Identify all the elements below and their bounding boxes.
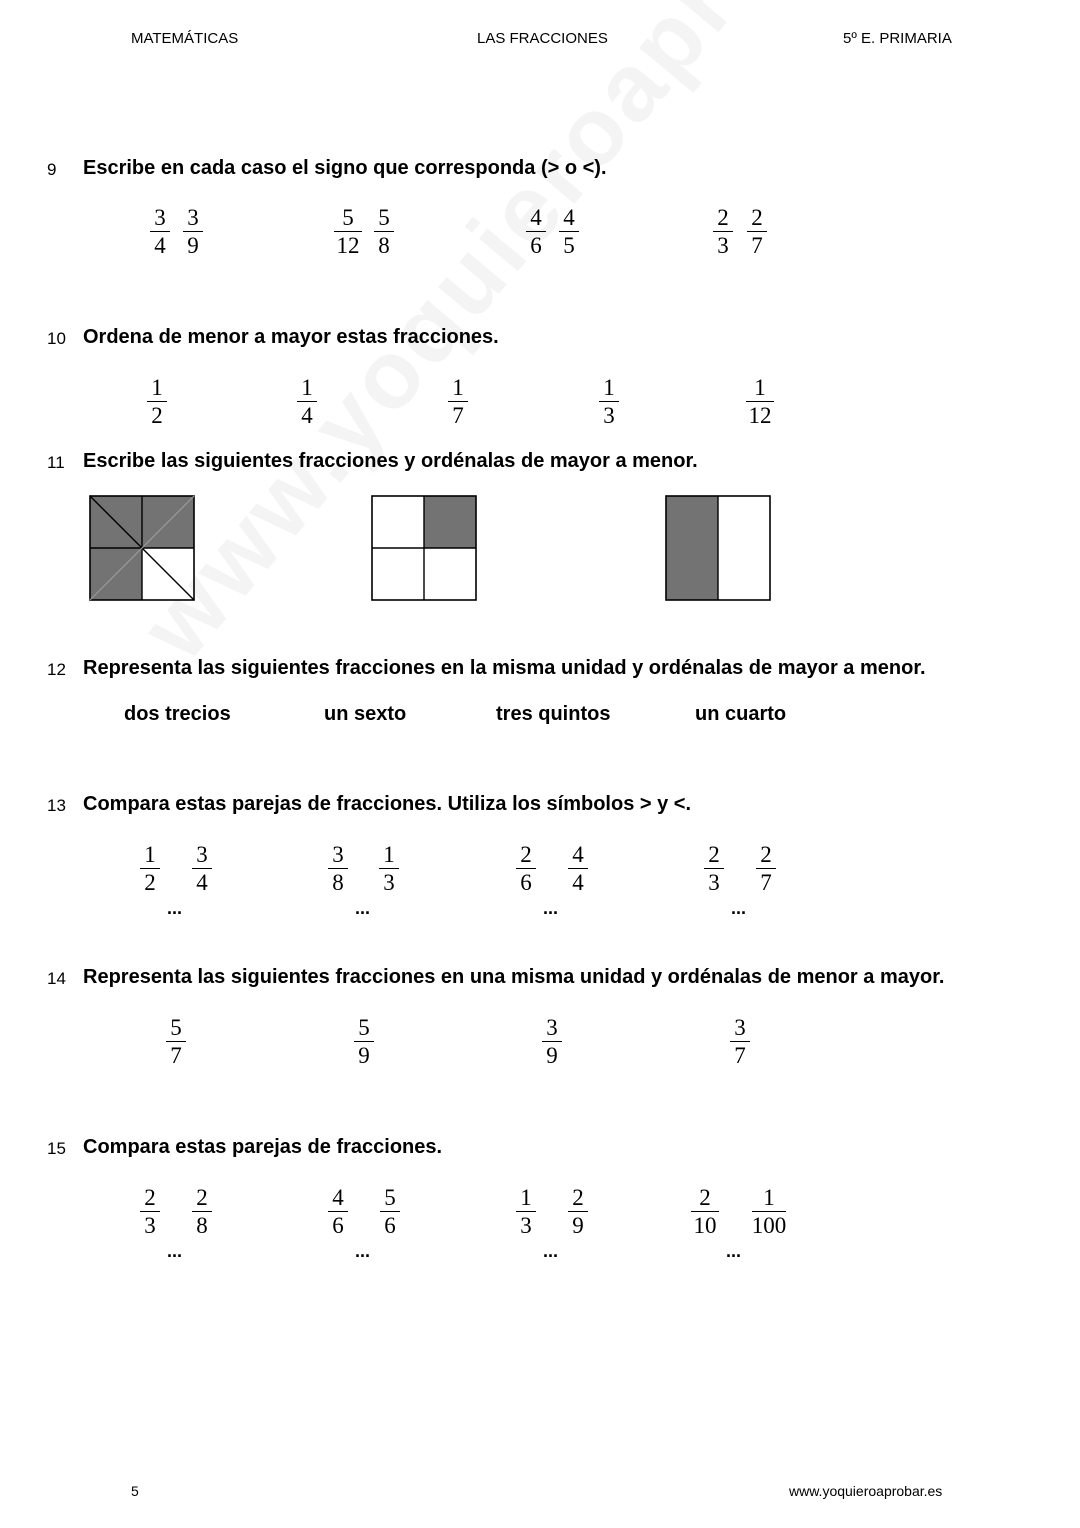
q14-text: Representa las siguientes fracciones en una misma unidad y ordénalas de menor a mayor. (83, 966, 945, 988)
q12-text: Representa las siguientes fracciones en la misma unidad y ordénalas de mayor a menor. (83, 657, 926, 679)
fraction: 2 3 (135, 1184, 165, 1239)
fraction: 3 9 (537, 1014, 567, 1069)
answer-blank: ... (726, 1241, 742, 1261)
fraction: 4 4 (563, 841, 593, 896)
fraction: 3 9 (178, 204, 208, 259)
fraction: 2 6 (511, 841, 541, 896)
q9-text: Escribe en cada caso el signo que corresponda (> o <). (83, 157, 607, 179)
fraction-word: un sexto (324, 703, 407, 725)
fraction: 4 6 (323, 1184, 353, 1239)
fraction: 3 8 (323, 841, 353, 896)
fraction-figure-quarter (370, 494, 480, 604)
answer-blank: ... (355, 898, 371, 918)
fraction: 4 6 (521, 204, 551, 259)
answer-blank: ... (543, 1241, 559, 1261)
q10-text: Ordena de menor a mayor estas fracciones. (83, 326, 499, 348)
answer-blank: ... (355, 1241, 371, 1261)
fraction: 1 12 (738, 374, 782, 429)
fraction: 2 10 (683, 1184, 727, 1239)
q14-number: 14 (47, 969, 66, 988)
q11-text: Escribe las siguientes fracciones y ordénalas de mayor a menor. (83, 450, 698, 472)
fraction: 5 8 (369, 204, 399, 259)
fraction-word: un cuarto (695, 703, 787, 725)
answer-blank: ... (543, 898, 559, 918)
fraction: 5 7 (161, 1014, 191, 1069)
fraction: 2 9 (563, 1184, 593, 1239)
answer-blank: ... (731, 898, 747, 918)
q15-text: Compara estas parejas de fracciones. (83, 1136, 443, 1158)
fraction: 3 4 (145, 204, 175, 259)
fraction-figure-triangles (88, 494, 198, 604)
fraction: 2 7 (751, 841, 781, 896)
header-subject: MATEMÁTICAS (131, 30, 239, 47)
shaded-region (666, 496, 718, 600)
answer-blank: ... (167, 1241, 183, 1261)
q12-number: 12 (47, 660, 66, 679)
fraction: 1 2 (135, 841, 165, 896)
q10-number: 10 (47, 329, 66, 348)
fraction-word: tres quintos (496, 703, 611, 725)
header-grade: 5º E. PRIMARIA (843, 30, 952, 47)
q15-number: 15 (47, 1139, 66, 1158)
header-topic: LAS FRACCIONES (477, 30, 608, 47)
fraction: 2 7 (742, 204, 772, 259)
fraction: 1 3 (511, 1184, 541, 1239)
q11-number: 11 (47, 453, 65, 472)
answer-blank: ... (167, 898, 183, 918)
fraction: 3 7 (725, 1014, 755, 1069)
fraction: 1 7 (443, 374, 473, 429)
page-number: 5 (131, 1483, 139, 1499)
q13-text: Compara estas parejas de fracciones. Utiliza los símbolos > y <. (83, 793, 692, 815)
q13-number: 13 (47, 796, 66, 815)
footer-website: www.yoquieroaprobar.es (789, 1483, 943, 1499)
fraction: 5 9 (349, 1014, 379, 1069)
fraction: 4 5 (554, 204, 584, 259)
fraction: 5 12 (326, 204, 370, 259)
fraction-figure-half (664, 494, 774, 604)
fraction-word: dos trecios (124, 703, 231, 725)
q9-number: 9 (47, 160, 57, 179)
shaded-region (424, 496, 476, 548)
fraction: 1 3 (374, 841, 404, 896)
fraction: 3 4 (187, 841, 217, 896)
fraction: 1 4 (292, 374, 322, 429)
fraction: 2 3 (708, 204, 738, 259)
fraction: 1 2 (142, 374, 172, 429)
fraction: 1 100 (751, 1185, 787, 1238)
fraction: 2 3 (699, 841, 729, 896)
fraction: 5 6 (375, 1184, 405, 1239)
fraction: 2 8 (187, 1184, 217, 1239)
fraction: 1 3 (594, 374, 624, 429)
